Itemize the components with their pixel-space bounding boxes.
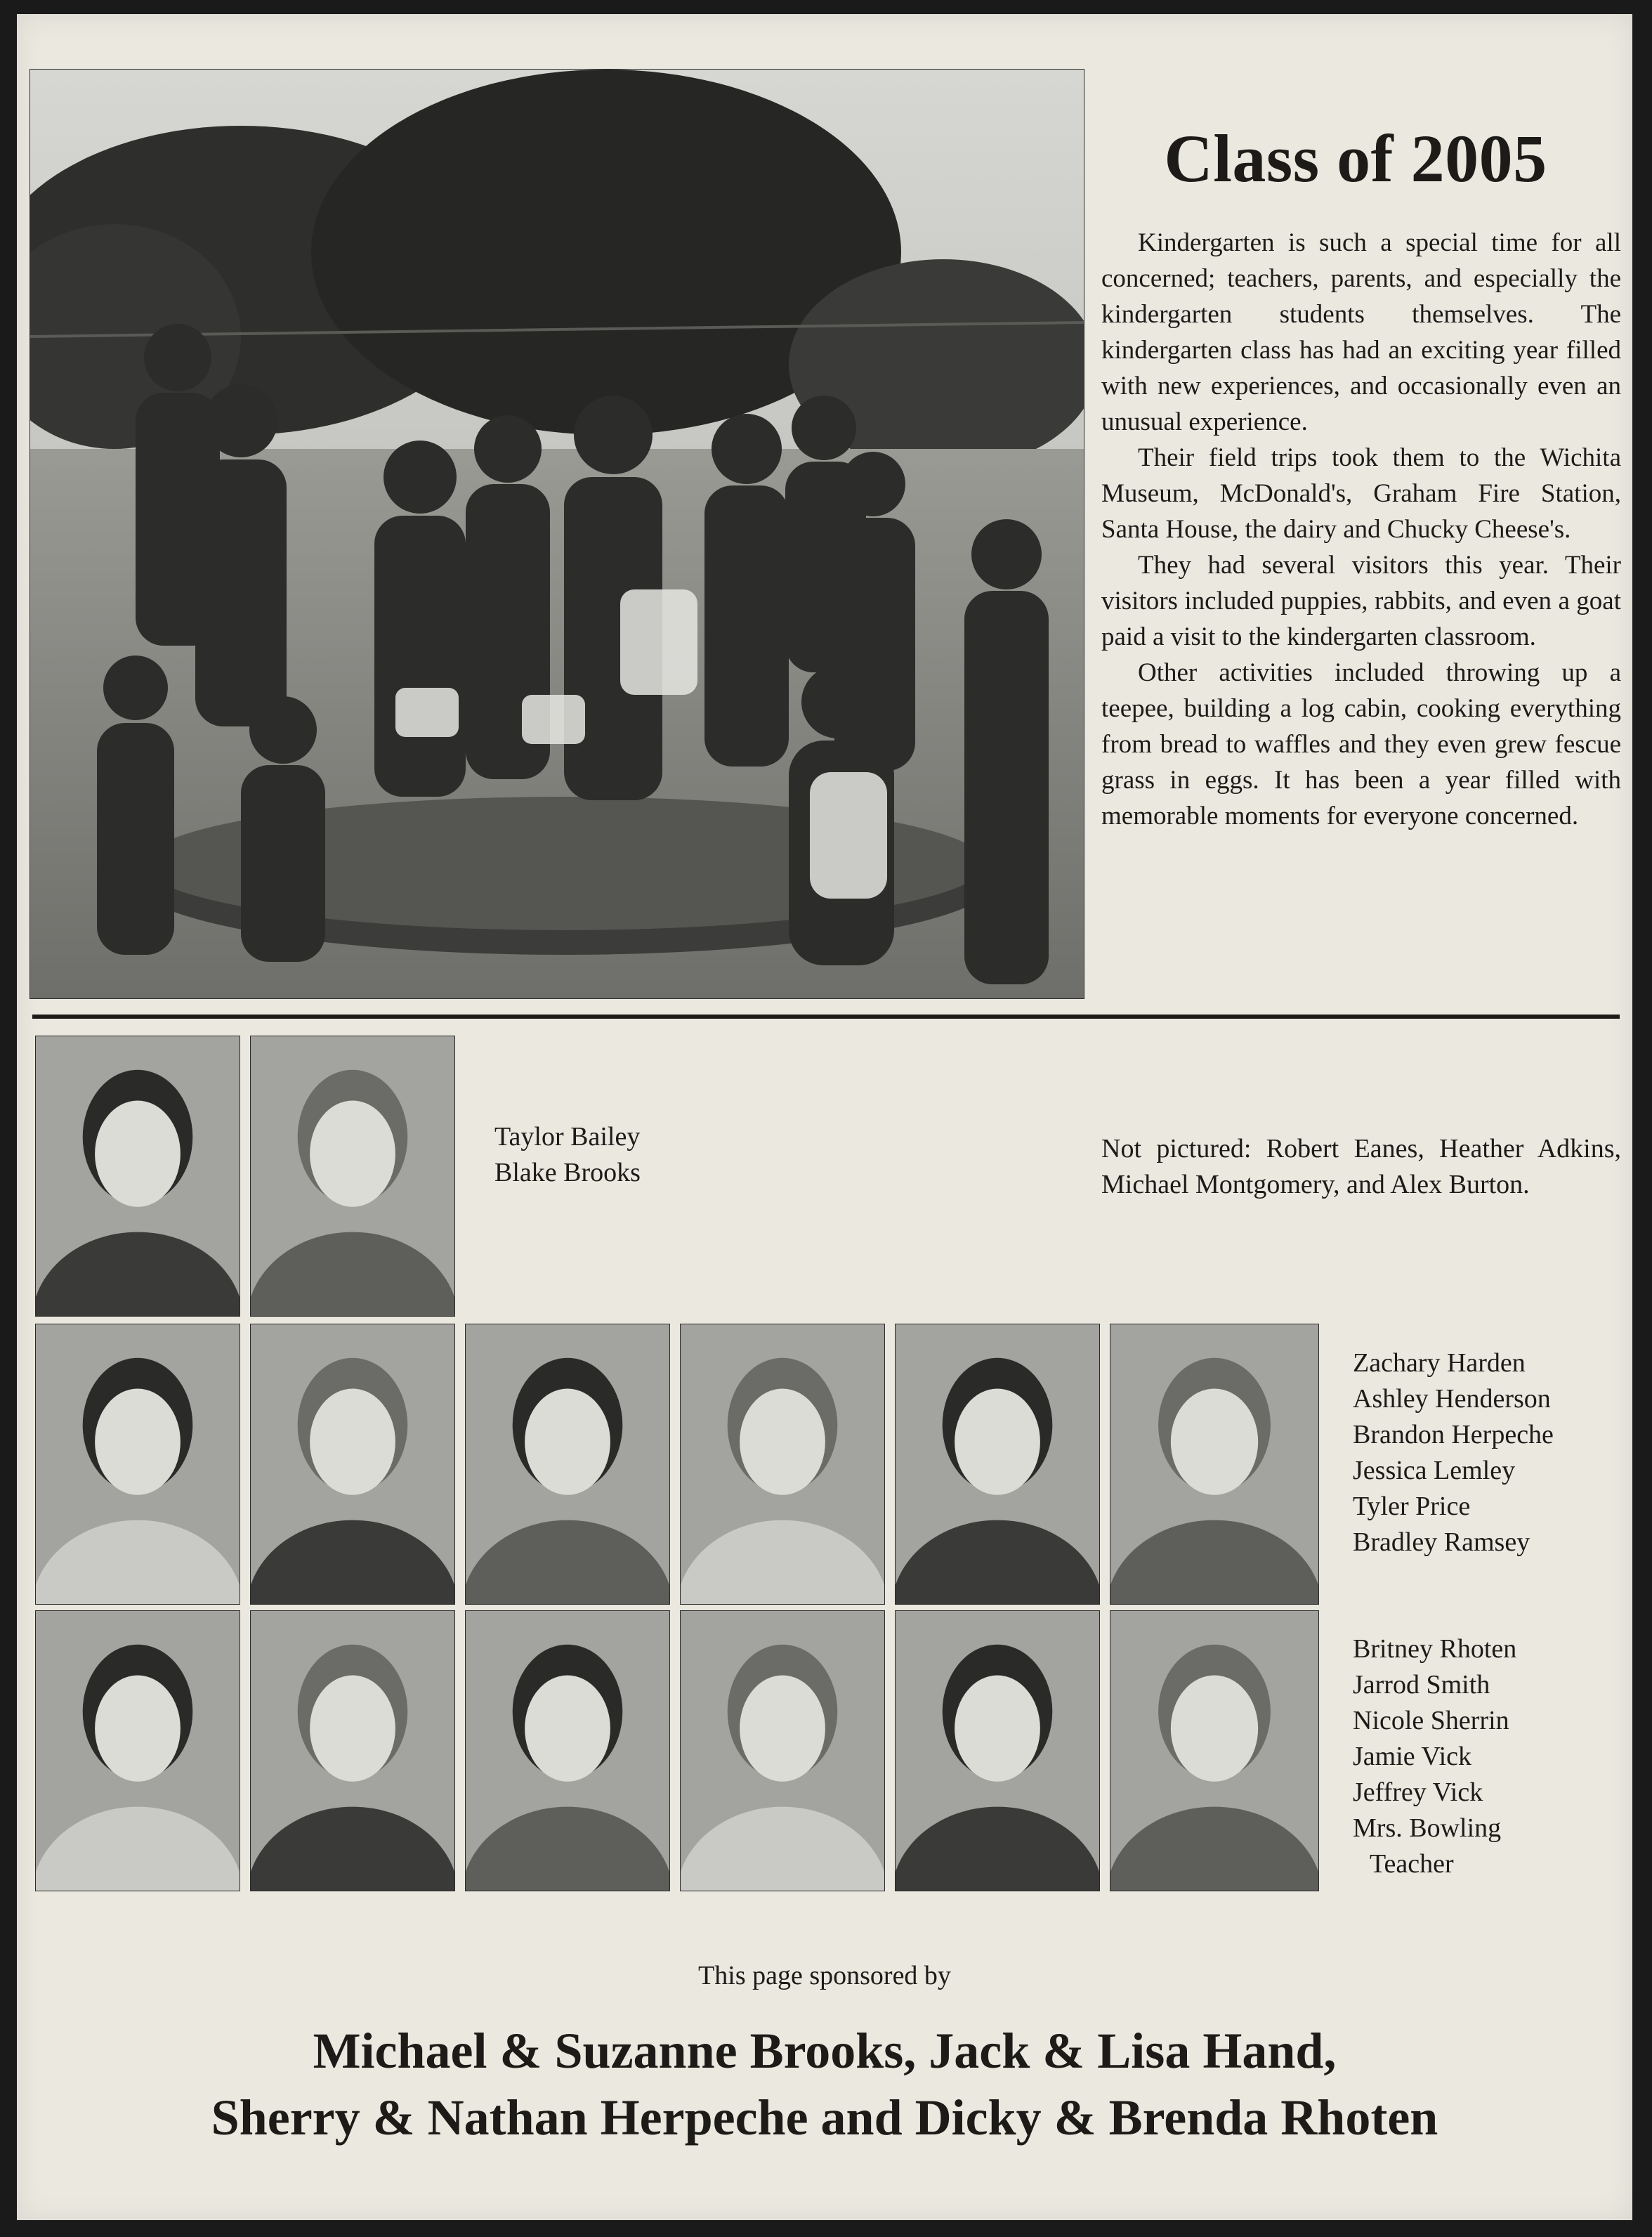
article-body bbox=[1101, 225, 1621, 834]
article-paragraph: Kindergarten is such a special time for all concerned; teachers, parents, and especially the kindergarten students themselves. The kindergarten class has had an exciting year filled with new experiences, and occasionally even an unusual experience. bbox=[1101, 228, 1621, 436]
student-name: Jessica Lemley bbox=[1353, 1456, 1516, 1485]
portrait-photo bbox=[895, 1324, 1100, 1605]
portrait-photo bbox=[35, 1036, 240, 1317]
portrait-photo bbox=[680, 1610, 885, 1891]
portrait-photo bbox=[250, 1324, 455, 1605]
student-name: Britney Rhoten bbox=[1353, 1634, 1517, 1664]
student-name: Taylor Bailey bbox=[494, 1122, 641, 1152]
section-divider bbox=[32, 1015, 1620, 1019]
article-paragraph: They had several visitors this year. Their visitors included puppies, rabbits, and even a goat paid a visit to the kindergarten classroom. bbox=[1101, 551, 1621, 651]
yearbook-page bbox=[17, 14, 1632, 2220]
portrait-photo bbox=[465, 1610, 670, 1891]
portrait-photo bbox=[250, 1036, 455, 1317]
portrait-photo bbox=[35, 1324, 240, 1605]
article-paragraph: Other activities included throwing up a teepee, building a log cabin, cooking everything from bread to waffles and they even grew fescue grass in eggs. It has been a year filled with memorable moments for everyone concerned. bbox=[1101, 658, 1621, 830]
portrait-photo bbox=[680, 1324, 885, 1605]
row3-names bbox=[1353, 1631, 1516, 1882]
not-pictured-note: Not pictured: Robert Eanes, Heather Adkins, Michael Montgomery, and Alex Burton. bbox=[1101, 1134, 1621, 1199]
student-name: Tyler Price bbox=[1353, 1492, 1471, 1521]
student-name: Ashley Henderson bbox=[1353, 1384, 1551, 1414]
article-paragraph: Their field trips took them to the Wichita Museum, McDonald's, Graham Fire Station, Santa House, the dairy and Chucky Cheese's. bbox=[1101, 443, 1621, 544]
student-name: Jamie Vick bbox=[1353, 1742, 1472, 1771]
teacher-role: Teacher bbox=[1370, 1849, 1454, 1879]
teacher-portrait-photo bbox=[1110, 1610, 1319, 1891]
sponsor-line: Sherry & Nathan Herpeche and Dicky & Brenda Rhoten bbox=[211, 2089, 1438, 2146]
student-name: Nicole Sherrin bbox=[1353, 1706, 1509, 1735]
student-name: Jarrod Smith bbox=[1353, 1670, 1490, 1700]
sponsor-line: Michael & Suzanne Brooks, Jack & Lisa Hand, bbox=[313, 2023, 1337, 2079]
teacher-name: Mrs. Bowling bbox=[1353, 1813, 1502, 1843]
portrait-photo bbox=[1110, 1324, 1319, 1605]
page-title: Class of 2005 bbox=[1164, 121, 1547, 196]
portrait-photo bbox=[35, 1610, 240, 1891]
student-name: Bradley Ramsey bbox=[1353, 1527, 1530, 1557]
group-photo bbox=[29, 69, 1084, 999]
student-name: Brandon Herpeche bbox=[1353, 1420, 1554, 1449]
student-name: Zachary Harden bbox=[1353, 1348, 1526, 1378]
student-name: Jeffrey Vick bbox=[1353, 1778, 1483, 1807]
portrait-photo bbox=[895, 1610, 1100, 1891]
row1-names bbox=[494, 1119, 641, 1191]
sponsor-intro: This page sponsored by bbox=[698, 1961, 951, 1990]
sponsor-names bbox=[17, 2018, 1632, 2151]
portrait-photo bbox=[465, 1324, 670, 1605]
row2-names bbox=[1353, 1345, 1554, 1560]
student-name: Blake Brooks bbox=[494, 1158, 641, 1187]
portrait-photo bbox=[250, 1610, 455, 1891]
